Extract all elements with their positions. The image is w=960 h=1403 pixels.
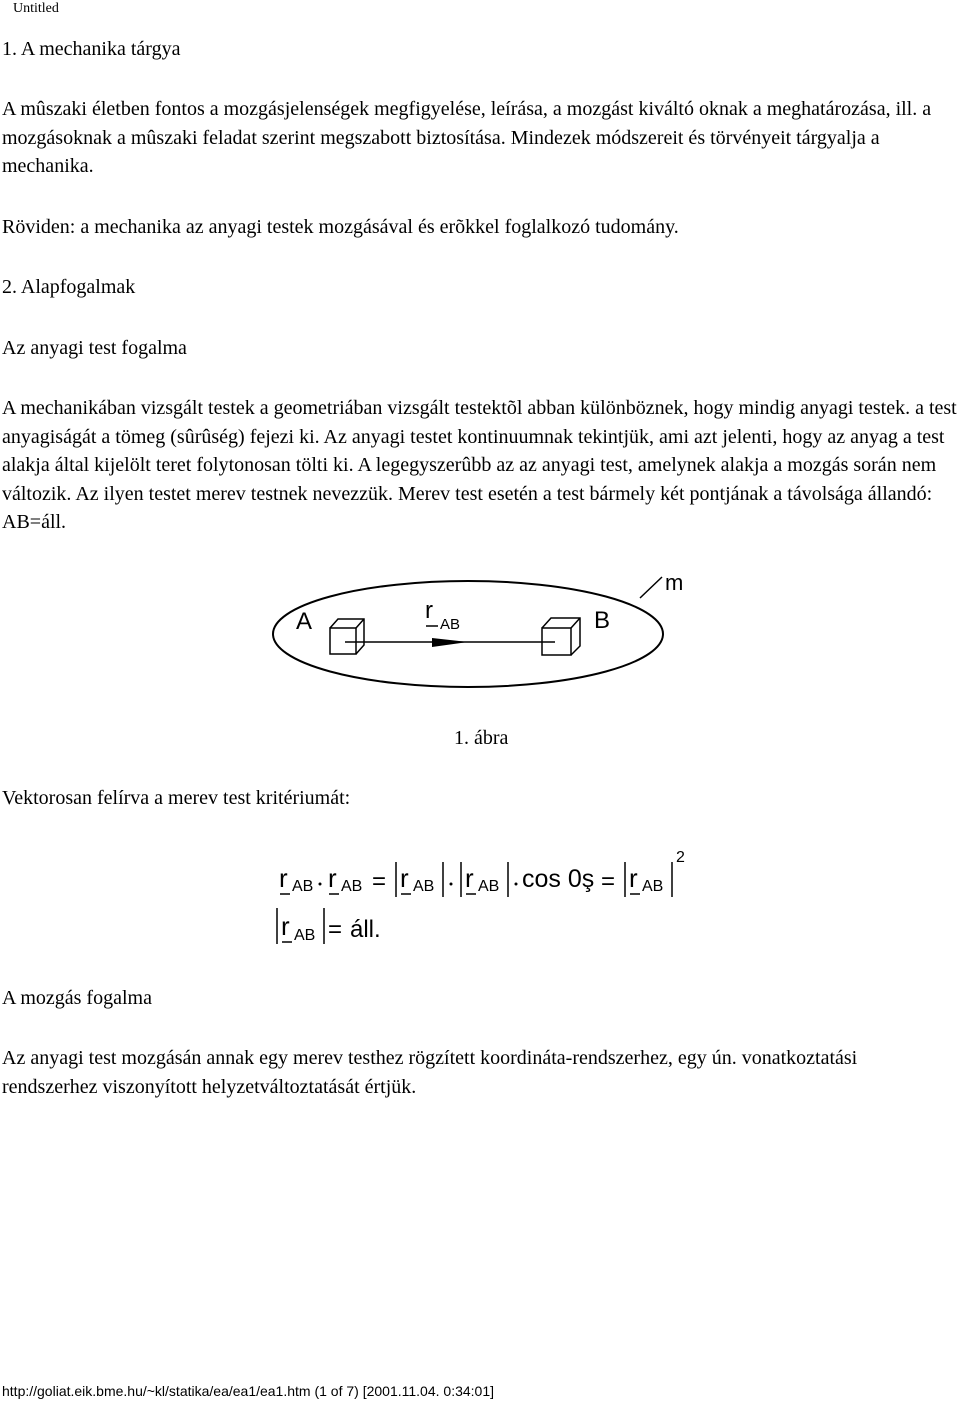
- formula-r3: r: [400, 863, 409, 893]
- formula-sub2: AB: [341, 878, 363, 895]
- formula-sub5: AB: [642, 878, 664, 895]
- formula-cos: cos 0ş: [522, 865, 595, 893]
- figure-caption: 1. ábra: [454, 727, 509, 749]
- cube-b-icon: [542, 618, 580, 655]
- paragraph-summary: Röviden: a mechanika az anyagi testek mozgásával és erõkkel foglalkozó tudomány.: [2, 216, 679, 238]
- page-header-title: Untitled: [13, 1, 59, 16]
- formula-r6: r: [281, 911, 290, 941]
- label-a: A: [296, 608, 313, 635]
- heading-motion-concept: A mozgás fogalma: [2, 987, 152, 1009]
- formula-r2: r: [328, 863, 337, 893]
- label-m: m: [665, 570, 684, 595]
- formula-exponent: 2: [676, 849, 685, 866]
- heading-basic-concepts: 2. Alapfogalmak: [2, 276, 136, 298]
- formula-eq2: =: [601, 868, 616, 895]
- mass-pointer-line: [640, 577, 662, 598]
- formula-sub6: AB: [294, 927, 316, 944]
- paragraph-material-body: A mechanikában vizsgált testek a geometriában vizsgált testektõl abban különböznek, hogy mindig anyagi testek. a test anyagiságát a tömeg (sûrûség) fejezi ki. Az anyagi testet kontinuumnak tekintjük, ami azt jelenti, hogy az anyag a test alakja által kijelölt teret folytonosan tölti ki. A legegyszerûbb az az anyagi test, amelynek alakja a mozgás során nem változik. Az ilyen testet merev testnek nevezzük. Merev test esetén a test bármely két pontjának a távolsága állandó: AB=áll.: [2, 397, 957, 534]
- paragraph-intro: A mûszaki életben fontos a mozgásjelenségek megfigyelése, leírása, a mozgást kiváltó oknak a meghatározása, ill. a mozgásoknak a mûszaki feladat szerint megszabott biztosítása. Mindezek módszereit és törvényeit tárgyalja a mechanika.: [2, 98, 932, 178]
- paragraph-motion: Az anyagi test mozgásán annak egy merev testhez rögzített koordináta-rendszerhez, egy ún. vonatkoztatási rendszerhez viszonyított helyzetváltoztatását értjük.: [2, 1047, 858, 1098]
- formula-constant: áll.: [350, 916, 381, 943]
- formula-sub4: AB: [478, 878, 500, 895]
- cube-a-icon: [330, 619, 364, 654]
- formula-sub3: AB: [413, 878, 435, 895]
- page-footer-url: http://goliat.eik.bme.hu/~kl/statika/ea/ea1/ea1.htm (1 of 7) [2001.11.04. 0:34:01]: [2, 1383, 495, 1399]
- heading-mechanics-subject: 1. A mechanika tárgya: [2, 38, 181, 60]
- formula-rigid-body: [277, 849, 685, 944]
- paragraph-vector-criterion: Vektorosan felírva a merev test kritériumát:: [2, 787, 351, 809]
- heading-material-body: Az anyagi test fogalma: [2, 337, 187, 359]
- formula-r4: r: [465, 863, 474, 893]
- vector-subscript: AB: [440, 616, 461, 633]
- arrow-head-icon: [432, 638, 468, 647]
- formula-r5: r: [629, 863, 638, 893]
- vector-r-label: r: [425, 597, 433, 624]
- formula-eq1: =: [372, 868, 387, 895]
- formula-r1: r: [279, 863, 288, 893]
- formula-sub1: AB: [292, 878, 314, 895]
- formula-eq3: =: [328, 916, 343, 943]
- label-b: B: [594, 607, 611, 634]
- body-ellipse: [273, 581, 663, 687]
